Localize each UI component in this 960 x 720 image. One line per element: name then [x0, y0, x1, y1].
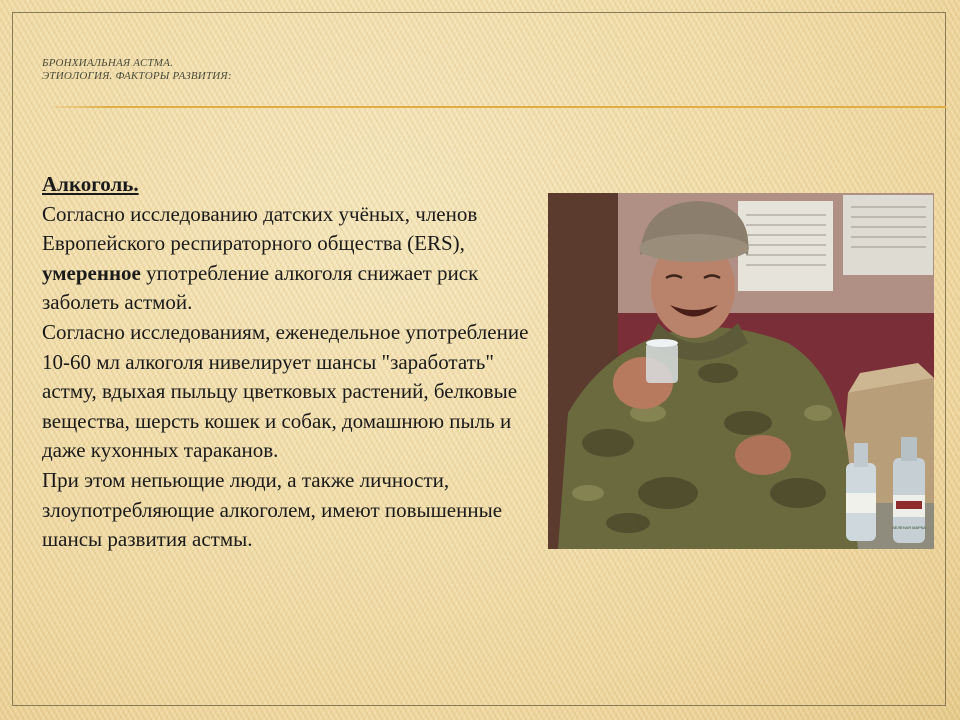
- para1-bold: умеренное: [42, 260, 141, 285]
- slide-title-line2: ЭТИОЛОГИЯ. ФАКТОРЫ РАЗВИТИЯ:: [42, 70, 232, 82]
- paragraph-danish-study: [42, 200, 537, 318]
- body-text: [42, 170, 537, 555]
- paragraph-non-drinkers: При этом непьющие люди, а также личности, злоупотребляющие алкоголем, имеют повышенные шансы развития астмы.: [42, 467, 503, 552]
- photo-man-with-glass: [548, 193, 934, 549]
- paragraph-weekly-consumption: Согласно исследованиям, еженедельное употребление 10-60 мл алкоголя нивелирует шансы "заработать" астму, вдыхая пыльцу цветковых растений, белковые вещества, шерсть кошек и собак, домашнюю пыль и даже кухонных тараканов.: [42, 319, 529, 463]
- para1-part2: употребление алкоголя снижает риск заболеть астмой.: [42, 260, 479, 315]
- title-divider: [54, 106, 946, 108]
- slide-title-line1: БРОНХИАЛЬНАЯ АСТМА.: [42, 57, 174, 69]
- heading-alcohol: [42, 170, 537, 200]
- para1-part1: Согласно исследованию датских учёных, членов Европейского респираторного общества (ERS),: [42, 201, 478, 256]
- bottle-label-text: ЗЕЛЁНАЯ МАРКА: [892, 525, 926, 530]
- heading-text: Алкоголь.: [42, 172, 139, 196]
